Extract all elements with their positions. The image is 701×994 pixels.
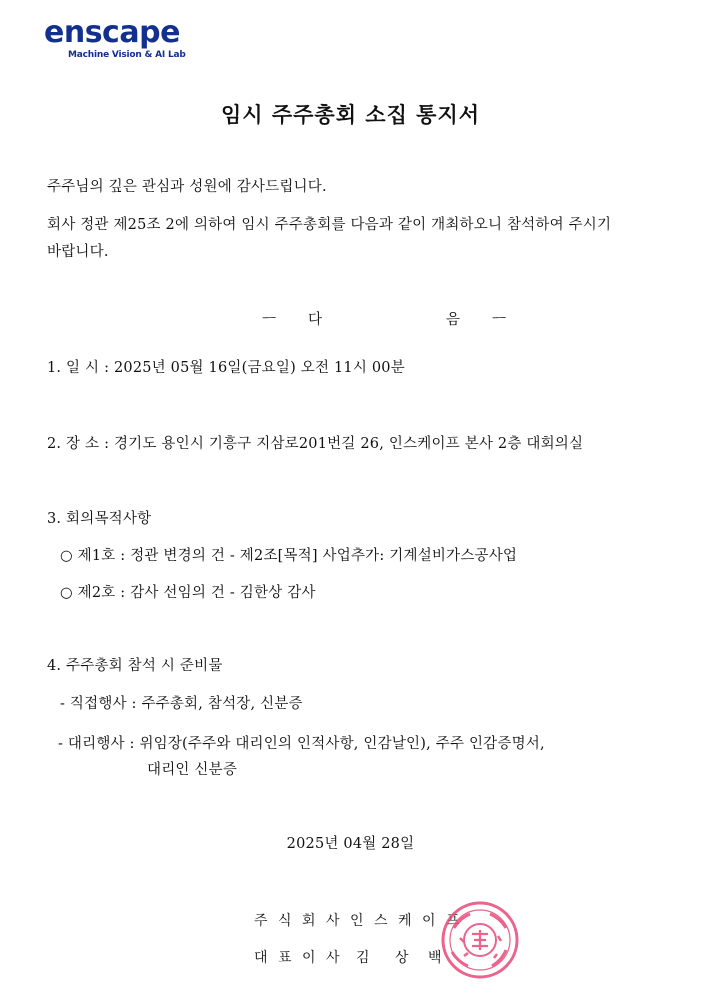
company-char: 이	[422, 913, 436, 929]
rep-char: 표	[278, 950, 292, 966]
item-agenda-heading: 3. 회의목적사항	[47, 511, 152, 527]
company-char: 식	[278, 913, 292, 929]
item-place: 2. 장 소 : 경기도 용인시 기흥구 지삼로201번길 26, 인스케이프 본사 2층 대회의실	[47, 436, 584, 452]
company-char: 케	[398, 913, 412, 929]
rep-char: 사	[326, 950, 340, 966]
company-char: 프	[446, 913, 460, 929]
issue-date: 2025년 04월 28일	[286, 836, 415, 852]
intro-line-2: 회사 정관 제25조 2에 의하여 임시 주주총회를 다음과 같이 개최하오니 참석하여 주시기	[47, 217, 612, 233]
company-char: 회	[302, 913, 316, 929]
section-marker	[262, 308, 506, 329]
intro-line-1: 주주님의 깊은 관심과 성원에 감사드립니다.	[47, 179, 327, 195]
rep-char: 김	[356, 950, 370, 966]
item-prep-heading: 4. 주주총회 참석 시 준비물	[47, 658, 223, 674]
logo-wordmark: enscape	[44, 15, 180, 50]
marker-dash-left: ㅡ	[262, 312, 277, 328]
rep-char: 백	[428, 950, 442, 966]
rep-char: 대	[254, 950, 268, 966]
company-name	[0, 910, 701, 930]
company-logo	[44, 16, 204, 64]
prep-item-direct: - 직접행사 : 주주총회, 참석장, 신분증	[60, 696, 303, 712]
item-date: 1. 일 시 : 2025년 05월 16일(금요일) 오전 11시 00분	[47, 360, 405, 376]
representative-name	[0, 947, 701, 967]
marker-da: 다	[308, 312, 323, 328]
marker-dash-right: ㅡ	[492, 312, 507, 328]
agenda-item-1: ○ 제1호 : 정관 변경의 건 - 제2조[목적] 사업추가: 기계설비가스공사업	[60, 548, 518, 564]
rep-char: 이	[302, 950, 316, 966]
prep-item-proxy: - 대리행사 : 위임장(주주와 대리인의 인적사항, 인감날인), 주주 인감증명서,	[58, 736, 545, 752]
company-char: 사	[326, 913, 340, 929]
company-char: 인	[350, 913, 364, 929]
company-char: 주	[254, 913, 268, 929]
rep-char: 상	[395, 950, 409, 966]
intro-line-3: 바랍니다.	[47, 244, 109, 260]
company-char: 스	[374, 913, 388, 929]
logo-tagline: Machine Vision & AI Lab	[68, 50, 186, 60]
agenda-item-2: ○ 제2호 : 감사 선임의 건 - 김한상 감사	[60, 585, 316, 601]
company-seal-stamp	[440, 900, 520, 980]
prep-item-proxy-cont: 대리인 신분증	[147, 762, 238, 778]
document-title: 임시 주주총회 소집 통지서	[220, 102, 481, 127]
marker-eum: 음	[446, 312, 461, 328]
